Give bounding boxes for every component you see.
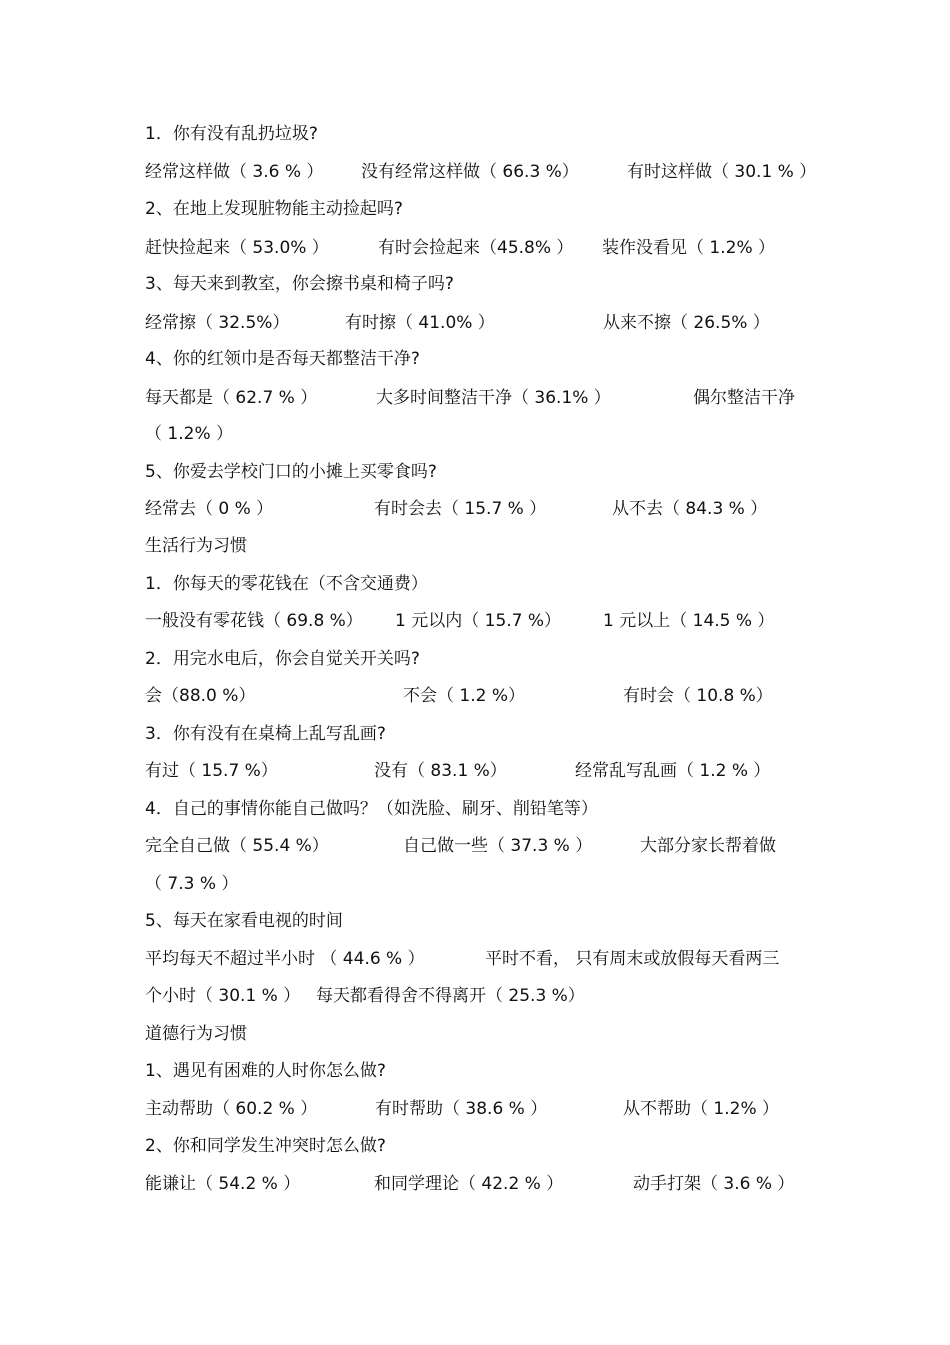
question-text: 1．你每天的零花钱在（不含交通费） [145,574,428,594]
answer-option-c: 大部分家长帮着做 [640,836,776,856]
answers-5-tv-time-continued [145,983,825,1009]
answer-option-a: 经常擦（ 32.5%） [145,313,290,333]
answer-option-a: 赶快捡起来（ 53.0% ） [145,238,329,258]
question-4-red-scarf [145,346,825,372]
question-text: 5、每天在家看电视的时间 [145,911,343,931]
question-5-snacks [145,459,825,485]
question-text: 2、在地上发现脏物能主动捡起吗? [145,199,403,219]
answer-option-a: 经常这样做（ 3.6 % ） [145,162,324,182]
section-heading: 生活行为习惯 [145,536,247,556]
answer-option-a: 完全自己做（ 55.4 %） [145,836,329,856]
answers-3-doodle [145,758,825,784]
answers-3-wipe-desk [145,310,825,336]
answer-option-c: 每天都看得舍不得离开（ 25.3 %） [316,986,585,1006]
section-heading: 道德行为习惯 [145,1024,247,1044]
answer-option-a: 会（88.0 %） [145,686,256,706]
answers-5-tv-time [145,946,825,972]
question-2-pick-up-dirt [145,196,825,222]
answers-2-conflict [145,1171,825,1197]
question-text: 4．自己的事情你能自己做吗？（如洗脸、刷牙、削铅笔等） [145,799,598,819]
question-text: 4、你的红领巾是否每天都整洁干净? [145,349,420,369]
answer-option-a: 每天都是（ 62.7 % ） [145,388,318,408]
answers-2-switch-off [145,683,825,709]
answers-4-self-care [145,833,825,859]
answer-option-c: 从来不擦（ 26.5% ） [603,313,770,333]
question-3-wipe-desk [145,271,825,297]
answer-option-a: 有过（ 15.7 %） [145,761,278,781]
answer-option-a: 一般没有零花钱（ 69.8 %） [145,611,363,631]
question-1-help-others [145,1058,825,1084]
question-3-doodle [145,721,825,747]
question-text: 1、遇见有困难的人时你怎么做? [145,1061,386,1081]
answer-option-b: 有时会去（ 15.7 % ） [374,499,547,519]
answer-option-c: 经常乱写乱画（ 1.2 % ） [575,761,771,781]
question-4-self-care [145,796,825,822]
answer-option-a: 能谦让（ 54.2 % ） [145,1174,301,1194]
answer-option-c: 从不帮助（ 1.2% ） [623,1099,779,1119]
answer-option-c: 动手打架（ 3.6 % ） [633,1174,795,1194]
answer-option-b-continued: 个小时（ 30.1 % ） [145,986,301,1006]
answer-option-b: 大多时间整洁干净（ 36.1% ） [376,388,611,408]
answers-1-pocket-money [145,608,825,634]
question-2-switch-off [145,646,825,672]
answer-option-c: 1 元以上（ 14.5 % ） [603,611,775,631]
section-heading-life-habits [145,533,825,559]
answer-option-c: 装作没看见（ 1.2% ） [602,238,775,258]
answers-4-red-scarf [145,385,825,411]
answers-2-pick-up-dirt [145,235,825,261]
question-1-litter [145,121,825,147]
answer-option-b: 有时擦（ 41.0% ） [345,313,495,333]
question-text: 3．你有没有在桌椅上乱写乱画? [145,724,386,744]
question-text: 5、你爱去学校门口的小摊上买零食吗? [145,462,437,482]
answer-option-c-value: （ 1.2% ） [145,424,233,444]
answers-1-litter [145,159,825,185]
answer-option-b: 有时帮助（ 38.6 % ） [375,1099,548,1119]
answer-option-c: 有时这样做（ 30.1 % ） [627,162,817,182]
answer-option-c-value: （ 7.3 % ） [145,874,239,894]
section-heading-moral-habits [145,1021,825,1047]
question-5-tv-time [145,908,825,934]
question-1-pocket-money [145,571,825,597]
question-text: 2．用完水电后，你会自觉关开关吗? [145,649,420,669]
answer-option-c: 偶尔整洁干净 [693,388,795,408]
answer-option-b: 自己做一些（ 37.3 % ） [403,836,593,856]
answer-option-c: 有时会（ 10.8 %） [623,686,773,706]
answer-option-c: 从不去（ 84.3 % ） [612,499,768,519]
answer-option-b: 1 元以内（ 15.7 %） [395,611,562,631]
answer-option-b: 没有经常这样做（ 66.3 %） [361,162,579,182]
answers-5-snacks [145,496,825,522]
question-text: 1．你有没有乱扔垃圾? [145,124,318,144]
question-text: 2、你和同学发生冲突时怎么做? [145,1136,386,1156]
answers-4-self-care-continued [145,871,825,897]
answer-option-b: 平时不看， 只有周末或放假每天看两三 [485,949,780,969]
answer-option-a: 主动帮助（ 60.2 % ） [145,1099,318,1119]
question-text: 3、每天来到教室，你会擦书桌和椅子吗? [145,274,454,294]
answer-option-b: 没有（ 83.1 %） [374,761,507,781]
answer-option-a: 平均每天不超过半小时 （ 44.6 % ） [145,949,425,969]
answers-1-help-others [145,1096,825,1122]
answer-option-b: 有时会捡起来（45.8% ） [378,238,574,258]
answer-option-a: 经常去（ 0 % ） [145,499,274,519]
answer-option-b: 不会（ 1.2 %） [403,686,525,706]
question-2-conflict [145,1133,825,1159]
answers-4-red-scarf-continued [145,421,825,447]
answer-option-b: 和同学理论（ 42.2 % ） [374,1174,564,1194]
